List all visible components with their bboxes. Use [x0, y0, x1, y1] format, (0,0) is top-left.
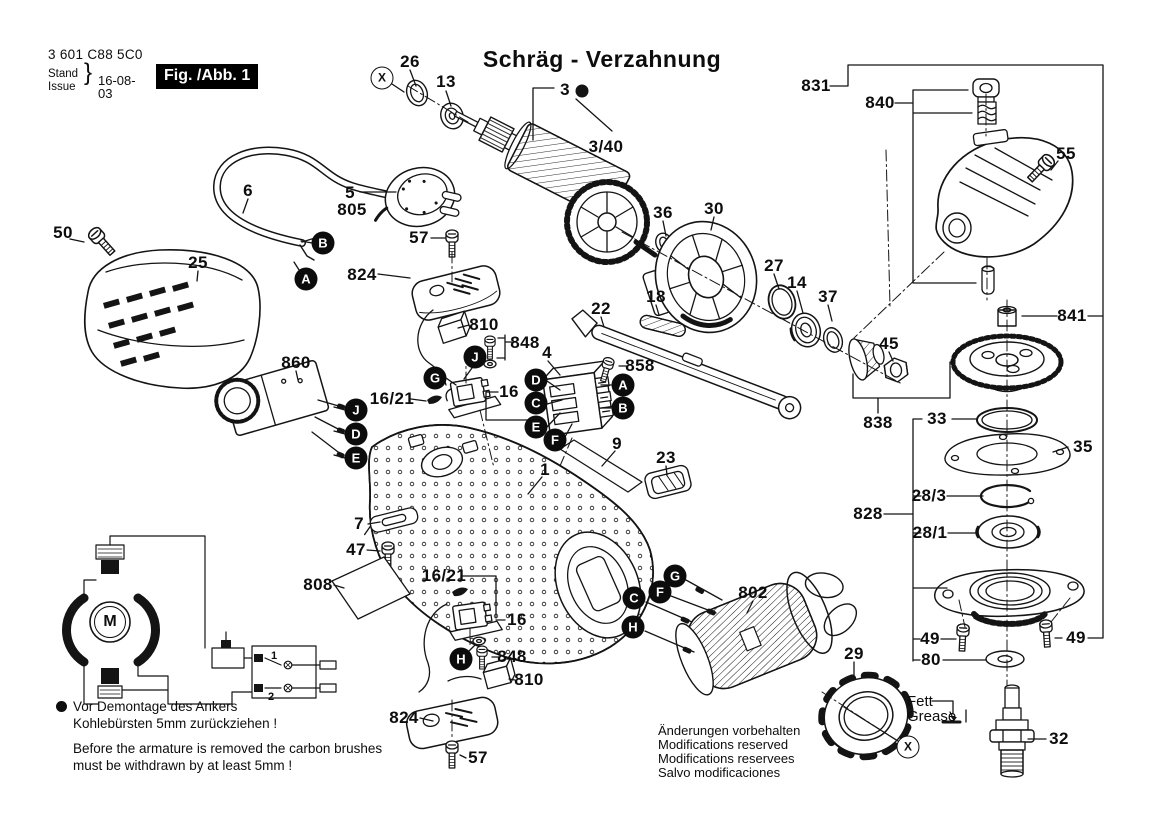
marker-J-brush: J: [464, 346, 487, 369]
callout-47: 47: [346, 540, 366, 559]
mod-line-en: Modifications reserved: [658, 737, 789, 752]
callout-30: 30: [704, 199, 724, 218]
callout-16-21-upper: 16/21: [369, 389, 415, 408]
callout-29: 29: [844, 644, 864, 663]
callout-22: 22: [591, 299, 611, 318]
callout-3-40: 3/40: [588, 137, 624, 156]
callout-838: 838: [863, 413, 893, 432]
grease-label: [907, 694, 956, 724]
nut-45-drawing: [883, 357, 908, 384]
callout-828: 828: [853, 504, 883, 523]
screw-50-drawing: [86, 225, 117, 257]
callout-5: 5: [345, 183, 355, 202]
callout-28-1: 28/1: [912, 523, 948, 542]
grease-label-en: Grease: [907, 708, 957, 725]
callout-824-lower: 824: [389, 708, 419, 727]
marker-A-block: A: [612, 374, 635, 397]
marker-J-switch: J: [345, 399, 368, 422]
callout-841: 841: [1057, 306, 1087, 325]
callout-13: 13: [436, 72, 456, 91]
marker-C-block: C: [525, 392, 548, 415]
callout-848-lower: 848: [497, 647, 527, 666]
callout-824-upper: 824: [347, 265, 377, 284]
mod-line-de: Änderungen vorbehalten: [658, 723, 801, 738]
warning-de-1: Vor Demontage des Ankers: [73, 699, 238, 714]
callout-805: 805: [337, 200, 367, 219]
brace: }: [84, 59, 93, 86]
callout-848-upper: 848: [510, 333, 540, 352]
washer-37-drawing: [821, 325, 846, 354]
warning-en-2: must be withdrawn by at least 5mm !: [73, 758, 293, 773]
warning-de-2: Kohlebürsten 5mm zurückziehen !: [73, 716, 278, 731]
plug-drawing: [365, 158, 467, 237]
marker-B-cable: B: [312, 232, 335, 255]
callout-36: 36: [653, 203, 673, 222]
callout-840: 840: [865, 93, 895, 112]
callout-28-3: 28/3: [911, 486, 947, 505]
screw-49-left-drawing: [956, 624, 969, 652]
callout-860: 860: [281, 353, 311, 372]
callout-831: 831: [801, 76, 831, 95]
warning-en-1: Before the armature is removed the carbon brushes: [73, 741, 383, 756]
warning-note: [56, 698, 426, 774]
mod-line-es: Salvo modificaciones: [658, 765, 781, 780]
button-23-drawing: [644, 464, 693, 500]
callout-23: 23: [656, 448, 676, 467]
callout-26: 26: [400, 52, 420, 71]
callout-810-upper: 810: [469, 315, 499, 334]
marker-D-switch: D: [345, 423, 368, 446]
marker-A-cable: A: [295, 268, 318, 291]
marker-E-switch: E: [345, 447, 368, 470]
schematic-terminal-2: 2: [267, 691, 275, 703]
callout-808: 808: [303, 575, 333, 594]
stand-label: Stand: [48, 68, 79, 80]
armature-drawing: [403, 77, 655, 262]
housing-cover-drawing: [85, 250, 260, 388]
callout-37: 37: [818, 287, 838, 306]
callout-16-upper: 16: [499, 382, 519, 401]
marker-X-bottom: X: [897, 736, 920, 759]
marker-B-block: B: [612, 397, 635, 420]
callout-57-upper: 57: [409, 228, 429, 247]
marker-X-top: X: [371, 67, 394, 90]
gear-head-drawing: [936, 79, 1073, 294]
armature-set-dot: [576, 85, 589, 98]
callout-57-lower: 57: [468, 748, 488, 767]
callout-80: 80: [921, 650, 941, 669]
callout-25: 25: [188, 253, 208, 272]
bullet-icon: [56, 701, 67, 712]
callout-802: 802: [738, 583, 768, 602]
issue-label: Issue: [48, 81, 76, 93]
screw-848-lower-drawing: [477, 646, 487, 669]
marker-H-brush: H: [450, 648, 473, 671]
issue-date: 16-08-03: [98, 73, 136, 101]
marker-F-coil: F: [649, 581, 672, 604]
marker-G-coil: G: [664, 565, 687, 588]
diagram-title: Schräg - Verzahnung: [482, 46, 722, 72]
schematic-terminal-1: 1: [270, 650, 278, 662]
marker-C-coil: C: [623, 587, 646, 610]
modifications-note: [658, 724, 800, 780]
callout-50: 50: [53, 223, 73, 242]
callout-33: 33: [927, 409, 947, 428]
callout-45: 45: [879, 334, 899, 353]
callout-49-left: 49: [920, 629, 940, 648]
callout-16-21-lower: 16/21: [421, 566, 467, 585]
marker-G-brush: G: [424, 367, 447, 390]
schematic-motor-label: M: [94, 606, 126, 638]
callout-1: 1: [540, 460, 550, 479]
marker-D-block: D: [525, 369, 548, 392]
part-number: 3 601 C88 5C0: [48, 47, 143, 62]
callout-35: 35: [1073, 437, 1093, 456]
callout-55: 55: [1056, 144, 1076, 163]
screw-49-right-drawing: [1040, 620, 1054, 648]
callout-32: 32: [1049, 729, 1069, 748]
screw-57-lower-drawing: [446, 741, 458, 768]
callout-4: 4: [542, 343, 552, 362]
callout-6: 6: [243, 181, 253, 200]
callout-7: 7: [354, 514, 364, 533]
callout-14: 14: [787, 273, 807, 292]
callout-49-right: 49: [1066, 628, 1086, 647]
marker-E-block: E: [525, 416, 548, 439]
callout-3: 3: [560, 80, 570, 99]
marker-H-coil: H: [622, 616, 645, 639]
callout-810-lower: 810: [514, 670, 544, 689]
gear-column-drawing: [935, 307, 1084, 778]
callout-27: 27: [764, 256, 784, 275]
cable-drawing: [217, 150, 398, 260]
callout-16-lower: 16: [507, 610, 527, 629]
callout-18: 18: [646, 287, 666, 306]
marker-F-block: F: [544, 429, 567, 452]
callout-9: 9: [612, 434, 622, 453]
grease-label-de: Fett: [907, 693, 933, 710]
callout-858: 858: [625, 356, 655, 375]
title-block: [48, 47, 143, 101]
mod-line-fr: Modifications reservees: [658, 751, 795, 766]
figure-label: Fig. /Abb. 1: [156, 64, 258, 89]
